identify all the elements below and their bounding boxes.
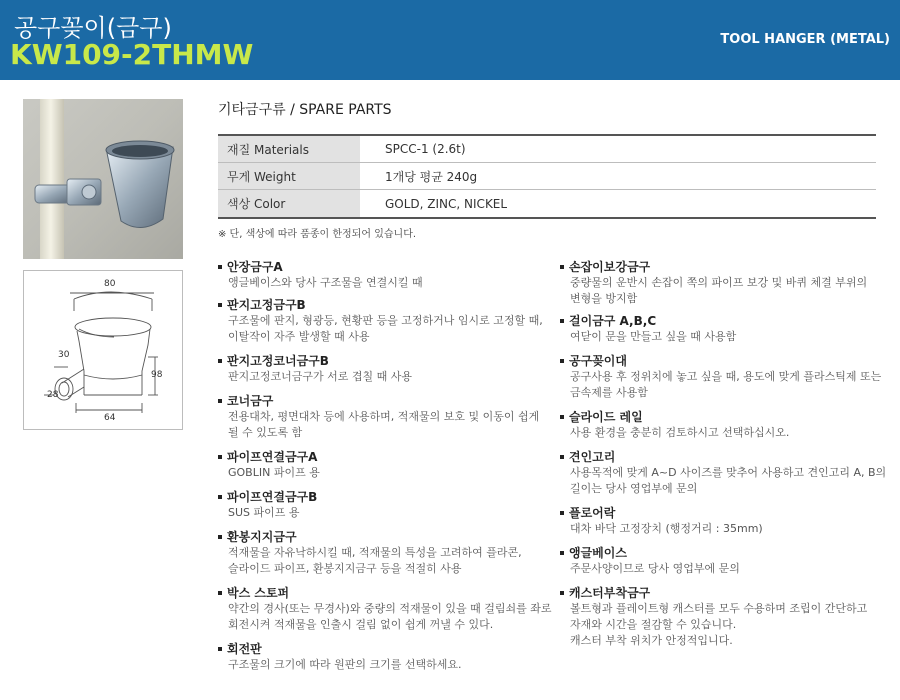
- item-title: 공구꽂이대: [569, 354, 627, 368]
- item-desc: 금속제를 사용함: [570, 386, 648, 399]
- item-desc: 약간의 경사(또는 무경사)와 중량의 적재물이 있을 때 걸림쇠를 좌로: [228, 602, 552, 615]
- item-title: 판지고정코너금구B: [227, 354, 329, 368]
- item-title: 안장금구A: [227, 260, 283, 274]
- dim-pipe-height: 30: [58, 350, 70, 360]
- dimension-drawing: [23, 270, 183, 430]
- item-desc: GOBLIN 파이프 용: [228, 466, 320, 479]
- item-desc: 주문사양이므로 당사 영업부에 문의: [570, 562, 740, 575]
- item-desc: 캐스터 부착 위치가 안정적입니다.: [570, 634, 733, 647]
- bullet-icon: [560, 511, 564, 515]
- list-item: [218, 259, 548, 291]
- section-title: 기타금구류 / SPARE PARTS: [218, 102, 392, 118]
- list-item: [560, 505, 890, 537]
- bullet-icon: [560, 455, 564, 459]
- list-item: [218, 297, 548, 345]
- item-title: 파이프연결금구A: [227, 450, 318, 464]
- item-desc: 자재와 시간을 절감할 수 있습니다.: [570, 618, 737, 631]
- bullet-icon: [560, 359, 564, 363]
- bullet-icon: [218, 303, 222, 307]
- list-item: [560, 259, 890, 307]
- item-desc: 공구사용 후 정위치에 놓고 싶을 때, 용도에 맞게 플라스틱제 또는: [570, 370, 882, 383]
- item-title: 환봉지지금구: [227, 530, 297, 544]
- dim-height: 98: [151, 370, 163, 380]
- spec-key: 색상 Color: [218, 190, 360, 217]
- list-item: [560, 353, 890, 401]
- item-desc: 이탈작이 자주 발생할 때 사용: [228, 330, 370, 343]
- item-title: 걸이금구 A,B,C: [569, 314, 657, 328]
- item-title: 견인고리: [569, 450, 616, 464]
- product-title-korean: 공구꽂이(금구): [14, 14, 172, 42]
- item-title: 캐스터부착금구: [569, 586, 651, 600]
- item-title: 코너금구: [227, 394, 274, 408]
- spec-table: [218, 134, 876, 219]
- bullet-icon: [560, 265, 564, 269]
- list-item: [218, 393, 548, 441]
- item-desc: 슬라이드 파이프, 환봉지지금구 등을 적절히 사용: [228, 562, 462, 575]
- bullet-icon: [218, 265, 222, 269]
- item-desc: 변형을 방지함: [570, 292, 638, 305]
- list-item: [560, 409, 890, 441]
- item-desc: 구조물에 판지, 형광등, 현황판 등을 고정하거나 임시로 고정할 때,: [228, 314, 543, 327]
- item-desc: 판지고정코너금구가 서로 겹칠 때 사용: [228, 370, 413, 383]
- item-desc: 사용목적에 맞게 A~D 사이즈를 맞추어 사용하고 견인고리 A, B의: [570, 466, 887, 479]
- spec-value: GOLD, ZINC, NICKEL: [385, 196, 508, 211]
- list-item: [560, 449, 890, 497]
- dim-pipe-diameter: 28: [47, 390, 59, 400]
- product-code: KW109-2THMW: [10, 38, 254, 71]
- bullet-icon: [218, 535, 222, 539]
- item-desc: 회전시켜 적재물을 인출시 걸림 없이 쉽게 꺼낼 수 있다.: [228, 618, 494, 631]
- bullet-icon: [560, 415, 564, 419]
- product-photo: [23, 99, 183, 259]
- spec-key: 무게 Weight: [218, 163, 360, 189]
- list-item: [218, 641, 548, 673]
- bullet-icon: [218, 647, 222, 651]
- bullet-icon: [218, 455, 222, 459]
- item-title: 손잡이보강금구: [569, 260, 651, 274]
- item-title: 파이프연결금구B: [227, 490, 318, 504]
- spec-value: SPCC-1 (2.6t): [385, 142, 466, 156]
- list-item: [218, 585, 552, 633]
- product-title-english: TOOL HANGER (METAL): [720, 32, 890, 47]
- item-desc: 사용 환경을 충분히 검토하시고 선택하십시오.: [570, 426, 790, 439]
- item-title: 슬라이드 레일: [569, 410, 643, 424]
- bullet-icon: [218, 359, 222, 363]
- item-desc: 될 수 있도록 함: [228, 426, 303, 439]
- dim-top-width: 80: [104, 279, 116, 289]
- dim-bottom-width: 64: [104, 413, 116, 423]
- bullet-icon: [560, 591, 564, 595]
- item-desc: 전용대차, 평면대차 등에 사용하며, 적재물의 보호 및 이동이 쉽게: [228, 410, 540, 423]
- item-desc: SUS 파이프 용: [228, 506, 300, 519]
- spec-row-materials: [218, 136, 876, 163]
- spec-key: 재질 Materials: [218, 136, 360, 162]
- item-desc: 적재물을 자유낙하시킬 때, 적재물의 특성을 고려하여 플라콘,: [228, 546, 522, 559]
- color-note: ※ 단, 색상에 따라 품종이 한정되어 있습니다.: [218, 229, 417, 240]
- item-title: 박스 스토퍼: [227, 586, 290, 600]
- list-item: [560, 545, 890, 577]
- spec-row-weight: [218, 163, 876, 190]
- bullet-icon: [218, 495, 222, 499]
- item-desc: 중량물의 운반시 손잡이 쪽의 파이프 보강 및 바퀴 체결 부위의: [570, 276, 868, 289]
- list-item: [560, 585, 890, 649]
- item-desc: 구조물의 크기에 따라 원판의 크기를 선택하세요.: [228, 658, 462, 671]
- header-banner: [0, 0, 900, 80]
- spec-value: 1개당 평균 240g: [385, 169, 478, 184]
- bullet-icon: [218, 399, 222, 403]
- bullet-icon: [218, 591, 222, 595]
- item-title: 플로어락: [569, 506, 616, 520]
- list-item: [218, 449, 548, 481]
- item-title: 판지고정금구B: [227, 298, 306, 312]
- list-item: [560, 313, 890, 345]
- list-item: [218, 529, 548, 577]
- item-title: 앵글베이스: [569, 546, 627, 560]
- bullet-icon: [560, 319, 564, 323]
- item-desc: 여닫이 문을 만들고 싶을 때 사용함: [570, 330, 737, 343]
- spec-row-color: [218, 190, 876, 217]
- item-desc: 앵글베이스와 당사 구조물을 연결시킬 때: [228, 276, 423, 289]
- item-desc: 볼트형과 플레이트형 캐스터를 모두 수용하며 조립이 간단하고: [570, 602, 868, 615]
- list-item: [218, 353, 548, 385]
- bullet-icon: [560, 551, 564, 555]
- item-title: 회전판: [227, 642, 262, 656]
- item-desc: 대차 바닥 고정장치 (행정거리 : 35mm): [570, 522, 763, 535]
- item-desc: 길이는 당사 영업부에 문의: [570, 482, 698, 495]
- list-item: [218, 489, 548, 521]
